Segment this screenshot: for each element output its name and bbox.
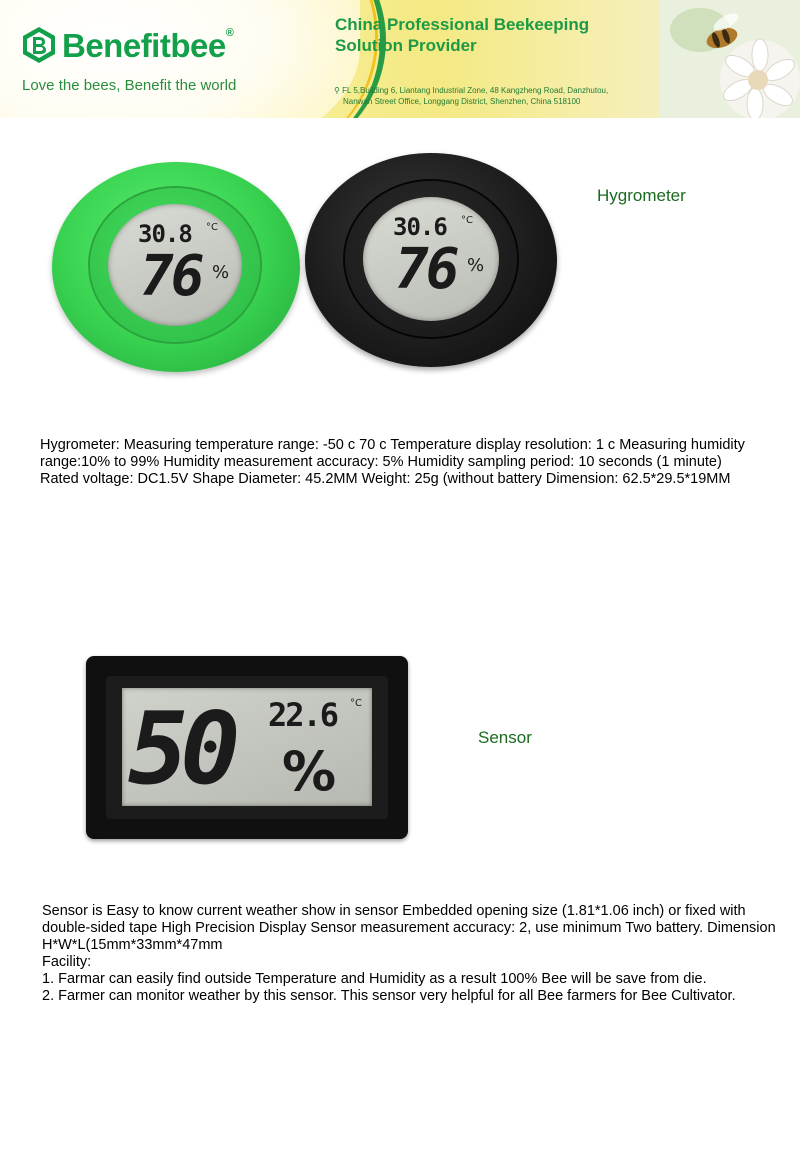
company-address: ⚲ FL 5,Building 6, Liantang Industrial Zone, 48 Kangzheng Road, Danzhutou, Nanwan Street Office, Longgang District, Shenzhen, China 518100 — [334, 86, 609, 106]
green-hygrometer-device — [52, 162, 300, 372]
hygrometer-description: Hygrometer: Measuring temperature range: -50 c 70 c Temperature display resolution: 1 c Measuring humidity range:10% to 99% Humidity measurement accuracy: 5% Humidity sampling period: 10 seconds (1 minute) Rated voltage: DC1.5V Shape Diameter: 45.2MM Weight: 25g (without battery Dimension: 62.5*29.5*19MM — [40, 437, 745, 487]
green-temp-readout: 30.8 — [138, 220, 192, 248]
sensor-temp-readout: 22.6 — [268, 696, 338, 734]
sensor-humidity-readout: 50 — [128, 690, 233, 807]
brand-slogan: Love the bees, Benefit the world — [22, 77, 237, 94]
sensor-humidity-unit: % — [282, 740, 337, 803]
hygrometer-label: Hygrometer — [597, 186, 686, 205]
black-humidity-readout: 76 — [395, 237, 457, 302]
sensor-bezel — [106, 676, 388, 819]
sensor-device — [86, 656, 408, 839]
black-hygrometer-device — [305, 153, 557, 367]
sensor-facility-item: 1. Farmar can easily find outside Temperature and Humidity as a result 100% Bee will be save from die. — [42, 971, 707, 987]
sensor-facility-item: 2. Farmer can monitor weather by this sensor. This sensor very helpful for all Bee farmers for Bee Cultivator. — [42, 988, 736, 1004]
company-tagline: China Professional Beekeeping Solution Provider — [335, 15, 590, 55]
sensor-description-line: Sensor is Easy to know current weather show in sensor Embedded opening size (1.81*1.06 inch) or fixed with double-sided tape High Precision Display Sensor measurement accuracy: 2, use minimum Two battery. Dimension H*W*L(15mm*33mm*47mm — [42, 903, 776, 953]
green-hygrometer-bezel — [90, 188, 260, 342]
black-temp-unit: °C — [461, 215, 473, 226]
green-hygrometer-screen — [108, 204, 242, 326]
sensor-temp-unit: °C — [350, 698, 362, 709]
black-hygrometer-bezel — [345, 181, 517, 337]
benefitbee-logo-icon — [20, 26, 58, 64]
brand-logo-text: Benefitbee® — [62, 27, 234, 64]
green-humidity-readout: 76 — [140, 244, 202, 309]
black-hygrometer-screen — [363, 197, 499, 321]
sensor-screen — [122, 688, 372, 806]
green-humidity-unit: % — [212, 262, 230, 283]
green-temp-unit: °C — [206, 222, 218, 233]
black-humidity-unit: % — [467, 255, 485, 276]
sensor-facility-heading: Facility: — [42, 954, 92, 970]
header-banner — [0, 0, 800, 118]
location-pin-icon: ⚲ — [334, 86, 340, 95]
clover-bee-photo — [660, 0, 800, 118]
sensor-label: Sensor — [478, 728, 532, 747]
black-temp-readout: 30.6 — [393, 213, 447, 241]
sensor-description — [42, 903, 792, 1005]
